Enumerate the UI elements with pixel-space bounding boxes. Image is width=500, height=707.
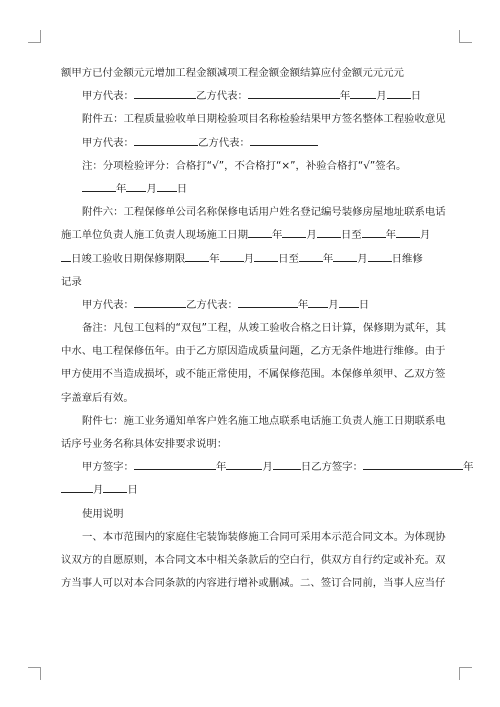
blank-underline xyxy=(248,89,340,99)
text-run: 年 xyxy=(209,252,220,265)
text-run: 乙方代表： xyxy=(185,298,238,311)
text-line xyxy=(61,433,439,456)
text-line xyxy=(61,271,439,294)
text-run: 方当事人可以对本合同条款的内容进行增补或删减。二、签订合同前，当事人应当仔 xyxy=(61,577,446,590)
blank-underline xyxy=(248,228,272,238)
blank-underline xyxy=(226,460,262,470)
text-run: 月 xyxy=(328,298,339,311)
text-run: 话序号业务名称具体安排要求说明： xyxy=(61,438,228,450)
blank-underline xyxy=(185,252,209,262)
text-run: 中水、电工程保修伍年。由于乙方原因造成质量问题，乙方无条件地进行维修。由于 xyxy=(61,345,446,358)
text-run: 年 xyxy=(116,182,127,195)
crop-mark-top-right xyxy=(459,30,472,43)
text-run: 日乙方签字： xyxy=(300,461,364,474)
text-run: 甲方代表： xyxy=(82,90,134,103)
text-run: 附件六：工程保修单公司名称保修电话用户姓名登记编号装修房屋地址联系电话 xyxy=(82,206,446,219)
blank-underline xyxy=(368,252,392,262)
blank-underline xyxy=(250,136,318,146)
text-line xyxy=(61,201,446,224)
text-run: 日至 xyxy=(340,229,362,242)
text-run: 附件七：施工业务通知单客户姓名施工地点联系电话施工负责人施工日期联系电 xyxy=(82,414,446,427)
blank-underline xyxy=(333,252,357,262)
blank-underline xyxy=(157,182,177,192)
text-run: 日至 xyxy=(278,252,299,265)
blank-underline xyxy=(350,89,376,99)
text-line xyxy=(61,317,447,340)
blank-underline xyxy=(387,89,411,99)
blank-underline xyxy=(339,298,359,308)
text-run: 月 xyxy=(243,252,255,265)
text-line xyxy=(61,178,439,201)
text-line xyxy=(61,479,439,502)
text-run: 月 xyxy=(376,90,387,103)
blank-underline xyxy=(396,228,420,238)
blank-underline xyxy=(299,252,323,262)
text-run: 一、本市范围内的家庭住宅装饰装修施工合同可采用本示范合同文本。为体现协 xyxy=(82,530,446,543)
text-run: 记录 xyxy=(61,275,82,288)
text-run: 甲方代表： xyxy=(82,136,134,149)
text-line xyxy=(61,85,439,108)
text-run: 议双方的自愿原则，本合同文本中相关条款后的空白行，供双方自行约定或补充。双 xyxy=(61,553,446,566)
blank-underline xyxy=(61,252,71,262)
text-line xyxy=(61,340,446,363)
blank-underline xyxy=(308,298,328,308)
text-run: 附件五：工程质量验收单日期检验项目名称检验结果甲方签名整体工程验收意见 xyxy=(82,113,446,126)
text-run: 日 xyxy=(127,484,138,497)
text-run: 年 xyxy=(339,90,351,103)
blank-underline xyxy=(134,298,186,308)
text-run: 日维修 xyxy=(391,252,423,265)
blank-underline xyxy=(317,228,341,238)
text-line xyxy=(61,108,446,131)
text-run: 年 xyxy=(297,298,309,311)
text-line xyxy=(61,294,439,317)
blank-underline xyxy=(220,252,244,262)
text-run: 年 xyxy=(215,461,227,474)
document-body xyxy=(61,62,474,595)
text-line xyxy=(61,572,446,595)
blank-underline xyxy=(362,228,386,238)
text-line xyxy=(61,456,474,479)
crop-mark-bottom-right xyxy=(459,667,472,680)
blank-underline xyxy=(273,460,301,470)
blank-underline xyxy=(82,182,116,192)
blank-underline xyxy=(61,483,93,493)
text-run: 月 xyxy=(93,484,104,497)
text-run: 年 xyxy=(385,229,396,242)
text-run: 乙方代表： xyxy=(195,90,248,103)
text-line xyxy=(61,503,439,526)
text-run: 字盖章后有效。 xyxy=(61,391,134,404)
text-line xyxy=(61,549,446,572)
crop-mark-bottom-left xyxy=(28,667,41,680)
text-line xyxy=(61,224,439,247)
text-line xyxy=(61,410,446,433)
text-run: 使用说明 xyxy=(82,507,124,520)
blank-underline xyxy=(363,460,463,470)
blank-underline xyxy=(134,136,198,146)
text-run: 乙方代表： xyxy=(197,136,250,149)
text-run: 额甲方已付金额元元增加工程金额减项工程金额金额结算应付金额元元元元 xyxy=(61,67,404,79)
text-run: 月 xyxy=(357,252,368,265)
text-line xyxy=(61,526,446,549)
text-run: 日 xyxy=(410,90,422,103)
text-line xyxy=(61,132,439,155)
text-line xyxy=(61,62,439,85)
crop-mark-top-left xyxy=(28,30,41,43)
text-line xyxy=(61,155,439,178)
text-run: 施工单位负责人施工负责人现场施工日期 xyxy=(61,229,249,242)
text-line xyxy=(61,363,446,386)
blank-underline xyxy=(254,252,278,262)
blank-underline xyxy=(126,182,146,192)
text-run: 日竣工验收日期保修期限 xyxy=(71,252,186,265)
text-run: 年 xyxy=(463,461,474,474)
text-run: 备注：凡包工包料的“双包”工程，从竣工验收合格之日计算，保修期为贰年，其 xyxy=(82,322,447,335)
text-run: 甲方签字： xyxy=(82,461,134,474)
text-run: 年 xyxy=(322,252,334,265)
text-run: 日 xyxy=(176,182,188,195)
blank-underline xyxy=(134,460,216,470)
text-run: 日 xyxy=(358,298,370,311)
text-run: 月 xyxy=(419,229,431,242)
text-run: 月 xyxy=(306,229,317,242)
blank-underline xyxy=(238,298,298,308)
text-run: 月 xyxy=(146,182,157,195)
text-run: 甲方代表： xyxy=(82,298,134,311)
blank-underline xyxy=(103,483,127,493)
text-run: 月 xyxy=(262,461,273,474)
blank-underline xyxy=(282,228,306,238)
text-line xyxy=(61,387,439,410)
text-run: 注：分项检验评分：合格打“√”，不合格打“×”，补验合格打“√”签名。 xyxy=(82,159,407,172)
blank-underline xyxy=(134,89,196,99)
text-run: 年 xyxy=(272,229,283,242)
text-line xyxy=(61,248,439,271)
text-run: 甲方使用不当造成损坏，或不能正常使用，不属保修范围。本保修单须甲、乙双方签 xyxy=(61,368,446,381)
